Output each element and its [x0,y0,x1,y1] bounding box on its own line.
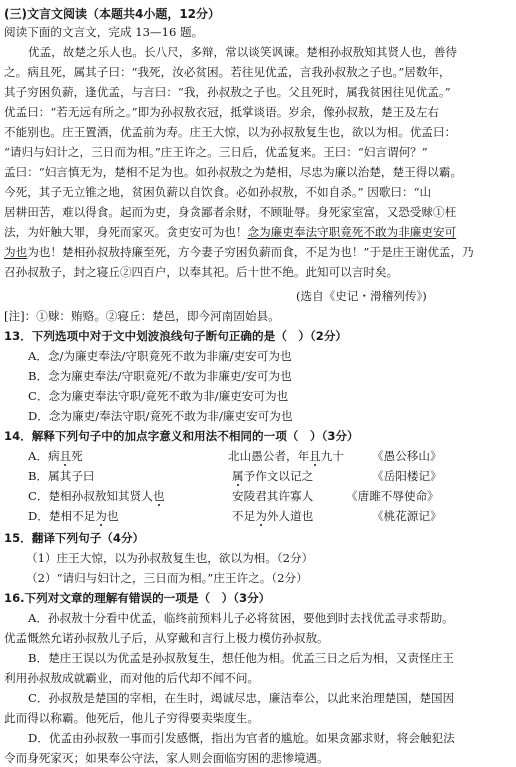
passage-text: 为也！楚相孙叔敖持廉至死，方今妻子穷困负薪而食，不足为也！”于是庄王谢优孟，乃 [27,245,474,259]
dotted-char: 为 [255,509,267,523]
q14-row-b: B．属其子曰 属予作文以记之 《岳阳楼记》 [28,469,442,483]
q16-option-b-cont: 利用孙叔敖成就霸业，而对他的后代却不闻不问。 [4,671,260,685]
passage-text: 法，为奸触大罪，身死而家灭。贪吏安可为也！ [4,225,248,239]
q14-ref: 《唐雎不辱使命》 [346,489,439,503]
dotted-char: 属 [232,469,244,483]
passage-line: 孟曰：“妇言慎无为，楚相不足为也。如孙叔敖之为楚相，尽忠为廉以治楚，楚王得以霸。 [4,165,463,179]
q14-row-c: C．楚相孙叔敖知其贤人也 安陵君其许寡人 《唐雎不辱使命》 [28,489,439,503]
wavy-underlined-sentence-end: 为也 [4,245,28,259]
wavy-underlined-sentence: 念为廉吏奉法守职竟死不敢为非廉吏安可 [247,225,457,239]
passage-line: “请归与妇计之，三日而为相。”庄王许之。三日后，优孟复来。王曰：“妇言谓何？” [4,145,428,159]
q15-item-1: （1）庄王大惊，以为孙叔敖复生也，欲以为相。（2分） [26,551,314,565]
q13-option-a: A．念/为廉吏奉法/守职竟死不敢为非廉/吏安可为也 [28,349,292,363]
dotted-char: 为 [95,509,107,523]
q16-option-c: C．孙叔敖是楚国的宰相，在生时，竭诚尽忠，廉洁奉公，以此来治理楚国，楚国因 [28,691,455,705]
notes: [注]：①赇：贿赂。②寝丘：楚邑，即今河南固始县。 [4,309,280,323]
question-16-stem: 16.下列对文章的理解有错误的一项是（ ）（3分） [4,591,271,605]
q14-ref: 《愚公移山》 [372,449,442,463]
q14-ref: 《桃花源记》 [372,509,442,523]
passage-line: 优孟，故楚之乐人也。长八尺，多辩，常以谈笑讽谏。楚相孙叔敖知其贤人也，善待 [28,45,457,59]
passage-line-mixed [4,224,456,240]
passage-line: 其子穷困负薪，逢优孟，与言曰：“我，孙叔敖之子也。父且死时，属我贫困往见优孟。” [4,85,451,99]
question-13-stem: 13．下列选项中对于文中划波浪线句子断句正确的是（ ）（2分） [4,329,348,343]
dotted-char: 也 [152,489,165,503]
passage-line: 优孟曰：“若无远有所之。”即为孙叔敖衣冠，抵掌谈语。岁余，像孙叔敖，楚王及左右 [4,105,440,119]
q14-row-d: D．楚相不足为也 不足为外人道也 《桃花源记》 [28,509,442,523]
question-14-stem: 14．解释下列句子中的加点字意义和用法不相同的一项（ ）（3分） [4,429,359,443]
dotted-char: 且 [309,449,321,463]
q14-ref: 《岳阳楼记》 [372,469,442,483]
passage-line: 不能别也。庄王置酒，优孟前为寿。庄王大惊，以为孙叔敖复生也，欲以为相。优孟曰： [4,125,457,139]
dotted-char: 且 [59,449,72,463]
q13-option-b: B．念为廉吏奉法/守职竟死/不敢为非廉吏/安可为也 [28,369,292,383]
passage-line: 召孙叔敖子，封之寝丘②四百户，以奉其祀。后十世不绝。此知可以言时矣。 [4,265,399,279]
q16-option-a: A．孙叔敖十分看中优孟，临终前预料儿子必将贫困，要他到时去找优孟寻求帮助。 [28,611,454,625]
question-15-stem: 15．翻译下列句子（4分） [4,531,145,545]
q14-row-a: A．病且死 北山愚公者，年且九十 《愚公移山》 [28,449,442,463]
passage-line: 之。病且死，属其子曰：“我死，汝必贫困。若往见优孟，言我孙叔敖之子也。”居数年， [4,65,451,79]
passage-line [4,244,474,260]
q16-option-b: B．楚庄王误以为优孟是孙叔敖复生，想任他为相。优孟三日之后为相，又责怪庄王 [28,651,454,665]
q13-option-d: D．念为廉吏/奉法守职/竟死不敢为非/廉吏安可为也 [28,409,293,423]
passage-line: 今死，其子无立锥之地，贫困负薪以自饮食。必如孙叔敖，不如自杀。” 因歌曰：“山 [4,185,432,199]
q16-option-c-cont: 此而得以称霸。他死后，他儿子穷得要卖柴度生。 [4,711,260,725]
q16-option-d-cont: 令而身死家灭；如果奉公守法，家人则会面临穷困的悲惨境遇。 [4,751,329,765]
section-instruction: 阅读下面的文言文，完成 13—16 题。 [4,25,204,39]
passage-source: (选自《史记・滑稽列传》) [296,289,427,303]
q16-option-a-cont: 优孟慨然允诺孙叔敖儿子后，从穿戴和言行上极力模仿孙叔敖。 [4,631,329,645]
q16-option-d: D．优孟由孙叔敖一事而引发感慨，指出为官者的尴尬。如果贪鄙求财，将会触犯法 [28,731,455,745]
q15-item-2: （2）“请归与妇计之，三日而为相。”庄王许之。（2分） [26,571,308,585]
q13-option-c: C．念为廉吏奉法守职/竟死不敢为非/廉吏安可为也 [28,389,289,403]
passage-line: 居耕田苦，难以得食。起而为吏，身贪鄙者余财，不顾耻辱。身死家室富，又恐受赇①枉 [4,205,457,219]
section-heading: (三)文言文阅读（本题共4小题，12分） [4,7,221,21]
